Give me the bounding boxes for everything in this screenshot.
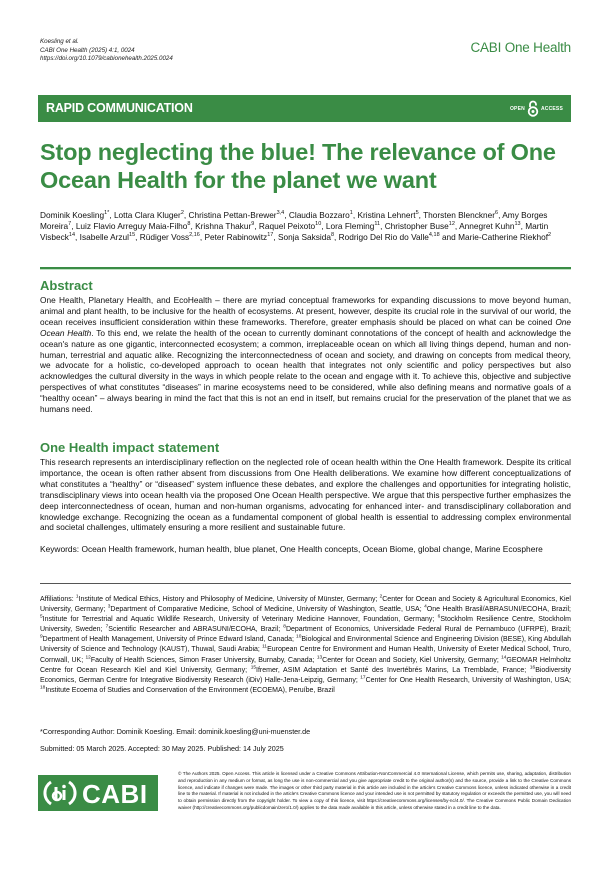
author-affiliation-marker: 1 bbox=[349, 210, 353, 217]
author-affiliation-marker: 2,16 bbox=[189, 232, 200, 239]
author-name: Sonja Saksida bbox=[277, 232, 331, 242]
author-name: Lotta Clara Kluger bbox=[113, 210, 181, 220]
keywords bbox=[40, 544, 571, 555]
author-affiliation-marker: 4,18 bbox=[428, 232, 440, 239]
affiliations-label: Affiliations: bbox=[40, 596, 74, 603]
impact-body: This research represents an interdisciplinary reflection on the neglected role of ocean health within the One Health framework. Despite its critical importance, the ocean is often rather absent from discussions from One Health deliberations. We examine how different conceptualizations of what constitutes a “healthy” or “diseased” system influence these debates, and explore the challenges and opportunities for integrating holistic, transdisciplinary views into ocean health via the proposed One Ocean Health perspective. We argue that this perspective further emphasizes the deep interconnectedness of ocean, human and non-human organisms, advocating for enhanced inter- and transdisciplinary collaboration and knowledge exchange. Recognizing the ocean as a fundamental component of global health is essential to addressing complex environmental and societal challenges, ultimately ensuring a more resilient and sustainable future. bbox=[40, 457, 571, 533]
author-name: Krishna Thakur bbox=[195, 221, 252, 231]
license-text: © The Authors 2025. Open Access. This article is licensed under a Creative Commons Attribution-NonCommercial 4.0 International License, which permits use, sharing, adaptation, distribution and reproduction in any medium or format, as long the use is non-commercial and you give appropriate credit to the original author(s) and the source, provide a link to the Creative Commons licence, and indicate if changes were made. The images or other third party material in this article are included in the article's Creative Commons licence, unless indicated otherwise in a credit line to the material. If material is not included in the article's Creative Commons licence and your intended use is not permitted by statutory regulation or exceeds the permitted use, you will need to obtain permission directly from the copyright holder. To view a copy of this licence, visit https://creativecommons.org/licenses/by-nc/4.0/. The Creative Commons Public Domain Dedication waiver (http://creativecommons.org/publicdomain/zero/1.0/) applies to the data made available in this article, unless otherwise stated in a credit line to the data. bbox=[178, 771, 571, 810]
author-name: Lora Fleming bbox=[325, 221, 375, 231]
author-affiliation-marker: 9 bbox=[251, 221, 255, 228]
author-affiliation-marker: 6 bbox=[495, 210, 499, 217]
author-affiliation-marker: 7 bbox=[68, 221, 72, 228]
keywords-label: Keywords: bbox=[40, 544, 80, 554]
affiliation-item: Institute for Terrestrial and Aquatic Wildlife Research, University of Veterinary Medicine Hannover, Foundation, Germany; bbox=[42, 616, 435, 624]
affiliation-item: Institute Ecoema of Studies and Conservation of the Environment (ECOEMA), Peruíbe, Brazil bbox=[45, 686, 335, 694]
affiliation-item: Department of Economics, Universidade Federal Rural de Pernambuco (UFRPE), Brazil; bbox=[285, 626, 572, 634]
affiliation-number: 17 bbox=[360, 675, 366, 681]
author-name: Thorsten Blenckner bbox=[423, 210, 496, 220]
affiliation-number: 7 bbox=[105, 624, 109, 630]
affiliation-number: 10 bbox=[296, 635, 302, 641]
abstract-body bbox=[40, 295, 571, 415]
author-affiliation-marker: 13 bbox=[514, 221, 521, 228]
section-divider-shadow bbox=[40, 269, 571, 270]
affiliations bbox=[40, 595, 571, 696]
affiliation-number: 12 bbox=[85, 655, 91, 661]
author-name: Martin Visbeck bbox=[40, 221, 549, 242]
abstract-heading: Abstract bbox=[40, 278, 93, 293]
author-affiliation-marker: 11 bbox=[374, 221, 381, 228]
open-label: OPEN bbox=[509, 105, 525, 112]
author-affiliation-marker: 3,4 bbox=[276, 210, 285, 217]
author-name: Kristina Lehnert bbox=[357, 210, 416, 220]
affiliation-item: Biodiversity Economics, German Centre for Integrative Biodiversity Research (iDiv) Halle-Jena-Leipzig, Germany; bbox=[40, 666, 571, 684]
affiliation-number: 6 bbox=[437, 614, 441, 620]
affiliation-item: Biological and Environmental Science and Engineering Division (BESE), King Abdullah University of Science and Technology (KAUST), Thuwal, Saudi Arabia; bbox=[40, 636, 571, 654]
author-name: Christopher Buse bbox=[384, 221, 449, 231]
author-name: Raquel Peixoto bbox=[258, 221, 316, 231]
affiliation-item: GEOMAR Helmholtz Centre for Ocean Research Kiel and Kiel University, Germany; bbox=[40, 656, 571, 674]
author-name: Rodrigo Del Rio do Valle bbox=[338, 232, 429, 242]
affiliation-number: 5 bbox=[40, 614, 43, 620]
meta-citation: CABI One Health (2025) 4:1, 0024 bbox=[40, 46, 135, 54]
author-affiliation-marker: 2 bbox=[548, 232, 552, 239]
affiliation-number: 1 bbox=[75, 594, 79, 600]
access-label: ACCESS bbox=[540, 105, 563, 112]
author-name: Marie-Catherine Riekhof bbox=[458, 232, 549, 242]
affiliation-number: 18 bbox=[40, 685, 46, 691]
affiliation-item: Center for One Health Research, University of Washington, USA; bbox=[365, 676, 571, 684]
affiliation-item: European Centre for Environment and Human Health, University of Exeter Medical School, Truro, Cornwall, UK; bbox=[40, 646, 571, 664]
publication-dates: Submitted: 05 March 2025. Accepted: 30 May 2025. Published: 14 July 2025 bbox=[40, 744, 284, 753]
affiliation-number: 13 bbox=[316, 655, 323, 661]
author-affiliation-marker: 8 bbox=[187, 221, 191, 228]
author-name: Amy Borges Moreira bbox=[40, 210, 548, 231]
affiliation-item: Ifremer, ASIM Adaptation et Santé des Invertébrés Marins, La Tremblade, France; bbox=[256, 666, 527, 674]
affiliation-number: 4 bbox=[424, 604, 427, 610]
author-affiliation-marker: 8 bbox=[330, 232, 335, 239]
abstract-text-2: . To this end, we relate the health of the ocean to currently dominant connotations of the concept of health and acknowledge the ocean's nature as one gigantic, interconnected ecosystem; a common, irreplaceable ocean on which all living things depend, human and non-human, terrestrial and aquatic alike. Recognizing the interconnectedness of ocean and society, and drawing on concepts from medical theory, we advocate for a holistic, co-developed approach to ocean health that integrates not only scientific and policy perspectives but also acknowledges the cultural diversity in the ways in which people relate to the ocean and engage with it. To achieve this, objective and subjective perspectives of what constitutes “diseases” in marine ecosystems need to be considered, while also defining means and normative goals of a “healthy ocean” – always bearing in mind the fact that this is not an end in itself, but remains crucial for the preservation of the planet that we as humans need. bbox=[40, 327, 572, 415]
impact-heading: One Health impact statement bbox=[40, 440, 220, 455]
affiliation-item: One Health Brasil/ABRASUNI/ECOHA, Brazil; bbox=[426, 606, 571, 614]
open-access-lock-icon bbox=[527, 100, 539, 117]
author-name: Luiz Flavio Arreguy Maia-Filho bbox=[75, 221, 188, 231]
affiliation-number: 14 bbox=[501, 655, 507, 661]
author-affiliation-marker: 2 bbox=[180, 210, 184, 217]
keywords-text: Ocean Health framework, human health, blue planet, One Health concepts, Ocean Biome, global change, Marine Ecosphere bbox=[81, 544, 543, 554]
affiliation-number: 16 bbox=[529, 665, 536, 671]
affiliation-item: Center for Ocean and Society & Agricultural Economics, Kiel University, Germany; bbox=[40, 596, 571, 614]
author-affiliation-marker: 17 bbox=[267, 232, 274, 239]
author-name: Annegret Kuhn bbox=[459, 221, 515, 231]
citation-meta bbox=[40, 38, 173, 64]
affiliations-divider bbox=[40, 583, 571, 584]
affiliation-item: Institute of Medical Ethics, History and Philosophy of Medicine, University of Münster, Germany; bbox=[78, 596, 378, 603]
cabi-logo-icon bbox=[43, 778, 77, 808]
affiliation-number: 11 bbox=[262, 645, 268, 651]
article-title: Stop neglecting the blue! The relevance of One Ocean Health for the planet we want bbox=[40, 139, 556, 193]
affiliation-number: 15 bbox=[250, 665, 257, 671]
author-name: Peter Rabinowitz bbox=[204, 232, 268, 242]
meta-authors: Koesling et al. bbox=[40, 38, 79, 45]
author-affiliation-marker: 14 bbox=[68, 232, 76, 239]
article-type-label: RAPID COMMUNICATION bbox=[46, 101, 193, 115]
affiliation-item: Center for Ocean and Society, Kiel University, Germany; bbox=[322, 656, 499, 664]
affiliation-number: 8 bbox=[283, 624, 286, 630]
abstract-text-1: One Health, Planetary Health, and EcoHealth – there are myriad conceptual frameworks for expanding discussions to move beyond human, animal and plant health, to be inclusive for the health of ecosystems. At present, however, despite its crucial role in the survival of our world, the ocean receives insufficient consideration within these frameworks. Therefore, greater emphasis should be placed on what can be coined bbox=[40, 295, 571, 327]
abstract-italic-term: One Ocean Health bbox=[40, 316, 571, 338]
article-type-band bbox=[38, 95, 571, 122]
author-affiliation-marker: 12 bbox=[448, 221, 455, 228]
author-affiliation-marker: 15 bbox=[129, 232, 136, 239]
affiliation-item: Stockholm Resilience Centre, Stockholm University, Sweden; bbox=[40, 616, 571, 634]
author-name: Rüdiger Voss bbox=[139, 232, 190, 242]
cabi-logo bbox=[38, 775, 158, 811]
affiliation-number: 9 bbox=[40, 635, 43, 641]
author-affiliation-marker: 5 bbox=[415, 210, 419, 217]
affiliation-item: Department of Health Management, University of Prince Edward Island, Canada; bbox=[42, 636, 294, 644]
author-name: Claudia Bozzaro bbox=[288, 210, 350, 220]
affiliation-item: Department of Comparative Medicine, School of Medicine, University of Washington, Seattle, USA; bbox=[110, 606, 422, 614]
author-affiliation-marker: 1* bbox=[104, 210, 110, 217]
open-access-badge bbox=[510, 100, 563, 117]
author-list: Dominik Koesling$^{1*}$, Lotta Clara Kluger$^2$, Christina Pettan-Brewer$^{3,4}$, Claudia Bozzaro$^1$, Kristina Lehnert$^5$, Thorsten Blenckner$^6$, Amy Borges Moreira$^7$, Luiz Flavio Arreguy Maia-Filho$^8$, Krishna Thakur$^9$, Raquel Peixoto$^{10}$, Lora Fleming$^{11}$, Christopher Buse$^{12}$, Annegret Kuhn$^{13}$, Martin Visbeck$^{14}$, Isabelle Arzul$^{15}$, Rüdiger Voss$^{2,16}$, Peter Rabinowitz$^{17}$, Sonja Saksida$^8$, Rodrigo Del Rio do Valle$^{4,18}$ and Marie-Catherine Riekhof$^2$ bbox=[40, 210, 552, 242]
author-name: Dominik Koesling bbox=[40, 210, 105, 220]
affiliation-item: Faculty of Health Sciences, Simon Fraser University, Burnaby, Canada; bbox=[90, 656, 315, 664]
corresponding-author: *Corresponding Author: Dominik Koesling. Email: dominik.koesling@uni-muenster.de bbox=[40, 727, 311, 736]
affiliation-number: 3 bbox=[107, 604, 111, 610]
author-name: Christina Pettan-Brewer bbox=[188, 210, 277, 220]
meta-doi-link[interactable]: https://doi.org/10.1079/cabionehealth.2025.0024 bbox=[40, 55, 173, 63]
affiliation-item: Scientific Researcher and ABRASUNI/ECOHA, Brazil; bbox=[108, 626, 281, 634]
author-name: Isabelle Arzul bbox=[79, 232, 130, 242]
author-affiliation-marker: 10 bbox=[315, 221, 322, 228]
affiliation-number: 2 bbox=[379, 594, 383, 600]
journal-name: CABI One Health bbox=[470, 40, 571, 55]
logo-text: CABI bbox=[82, 779, 148, 809]
